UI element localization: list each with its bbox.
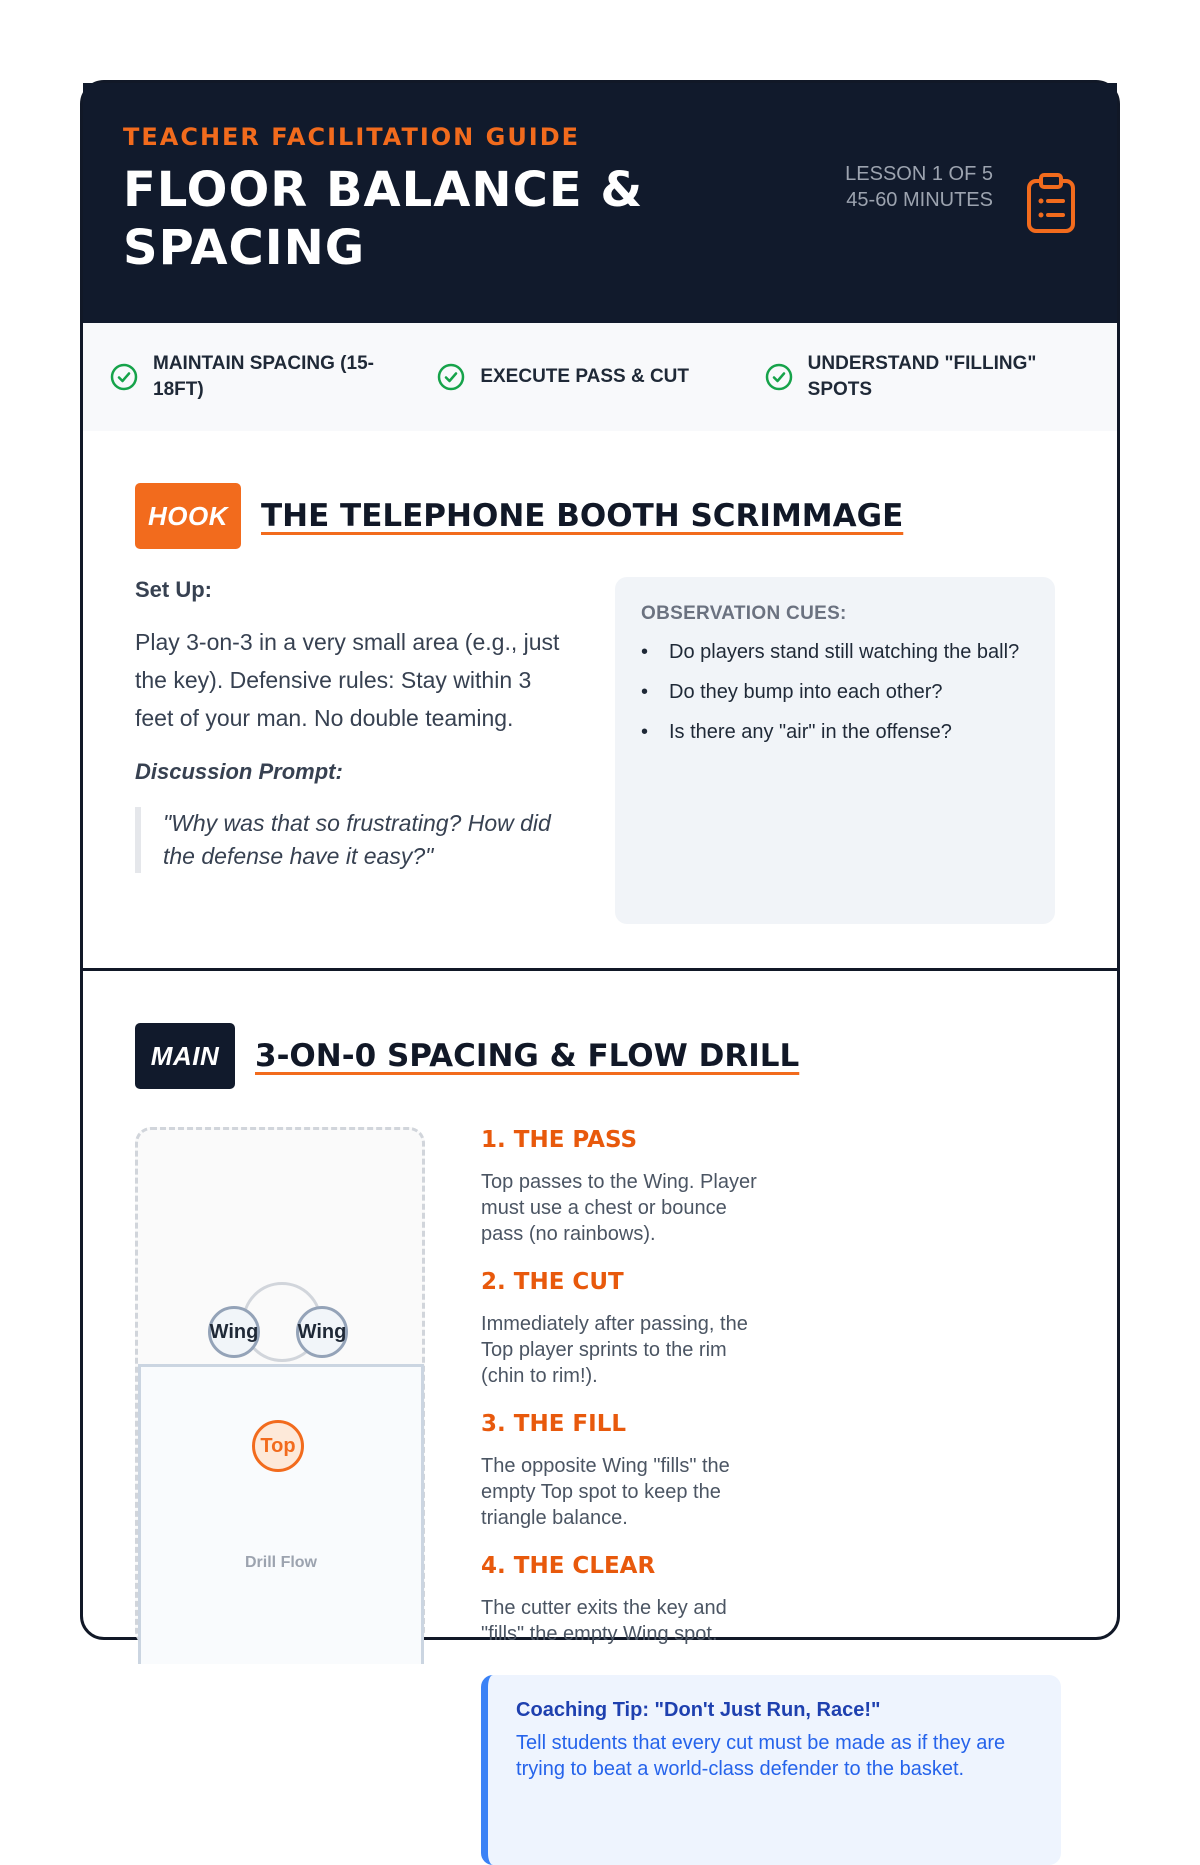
step-title: 3. THE FILL — [481, 1411, 627, 1437]
objective-label: UNDERSTAND "FILLING" SPOTS — [807, 353, 1037, 400]
step-card — [481, 1269, 775, 1389]
prompt-label: Discussion Prompt: — [135, 759, 343, 784]
guide-kicker: TEACHER FACILITATION GUIDE — [123, 123, 581, 151]
check-circle-icon — [109, 362, 139, 392]
tip-text: Tell students that every cut must be made as if they are trying to beat a world-class defender to the basket. — [516, 1732, 1006, 1780]
drill-steps — [481, 1127, 1065, 1865]
list-item: • Is there any "air" in the offense? — [641, 719, 1029, 745]
observation-title: OBSERVATION CUES: — [641, 603, 847, 624]
lesson-card — [80, 80, 1120, 1780]
main-header — [135, 1023, 1065, 1089]
hook-title: THE TELEPHONE BOOTH SCRIMMAGE — [261, 498, 904, 534]
hook-tag: HOOK — [135, 483, 241, 549]
drill-caption: Drill Flow — [245, 1554, 317, 1571]
clipboard-icon — [1025, 171, 1077, 235]
step-title: 4. THE CLEAR — [481, 1553, 656, 1579]
observation-cues-box — [615, 577, 1055, 924]
observation-list — [641, 639, 1029, 745]
player-top: Top — [252, 1420, 304, 1472]
check-circle-icon — [436, 362, 466, 392]
list-item: • Do they bump into each other? — [641, 679, 1029, 705]
coaching-tip — [481, 1675, 1061, 1865]
hook-section — [83, 431, 1117, 968]
main-title: 3-ON-0 SPACING & FLOW DRILL — [255, 1038, 800, 1074]
step-text: Immediately after passing, the Top player sprints to the rim (chin to rim!). — [481, 1313, 748, 1387]
objective-label: EXECUTE PASS & CUT — [480, 366, 690, 387]
setup-text: Play 3-on-3 in a very small area (e.g., just the key). Defensive rules: Stay within 3 feet of your man. No double teaming. — [135, 629, 560, 731]
step-card — [481, 1127, 775, 1247]
list-item: • Do players stand still watching the ball? — [641, 639, 1029, 665]
setup-label: Set Up: — [135, 577, 212, 602]
court-key — [138, 1364, 424, 1664]
step-card — [481, 1553, 775, 1647]
objectives-bar — [83, 323, 1117, 431]
objective-item — [764, 351, 1091, 403]
objective-item — [436, 362, 763, 392]
main-tag: MAIN — [135, 1023, 235, 1089]
step-title: 1. THE PASS — [481, 1127, 638, 1153]
player-wing-right: Wing — [296, 1306, 348, 1358]
hook-instructions — [135, 577, 575, 924]
lesson-meta — [813, 161, 993, 213]
prompt-quote: "Why was that so frustrating? How did the defense have it easy?" — [135, 807, 575, 873]
objective-item — [109, 351, 436, 403]
lesson-number: LESSON 1 OF 5 — [845, 163, 993, 185]
step-text: The cutter exits the key and "fills" the empty Wing spot. — [481, 1597, 727, 1645]
lesson-duration: 45-60 MINUTES — [846, 189, 993, 211]
step-title: 2. THE CUT — [481, 1269, 624, 1295]
drill-diagram — [135, 1127, 425, 1647]
player-wing-left: Wing — [208, 1306, 260, 1358]
lesson-header — [83, 83, 1117, 323]
step-text: Top passes to the Wing. Player must use a chest or bounce pass (no rainbows). — [481, 1171, 757, 1245]
check-circle-icon — [764, 362, 794, 392]
lesson-title: FLOOR BALANCE & SPACING — [123, 162, 644, 276]
hook-header — [135, 483, 1065, 549]
step-text: The opposite Wing "fills" the empty Top spot to keep the triangle balance. — [481, 1455, 730, 1529]
objective-label: MAINTAIN SPACING (15-18FT) — [153, 353, 374, 400]
tip-title: Coaching Tip: "Don't Just Run, Race!" — [516, 1699, 881, 1721]
step-card — [481, 1411, 775, 1531]
main-section — [83, 971, 1117, 1865]
